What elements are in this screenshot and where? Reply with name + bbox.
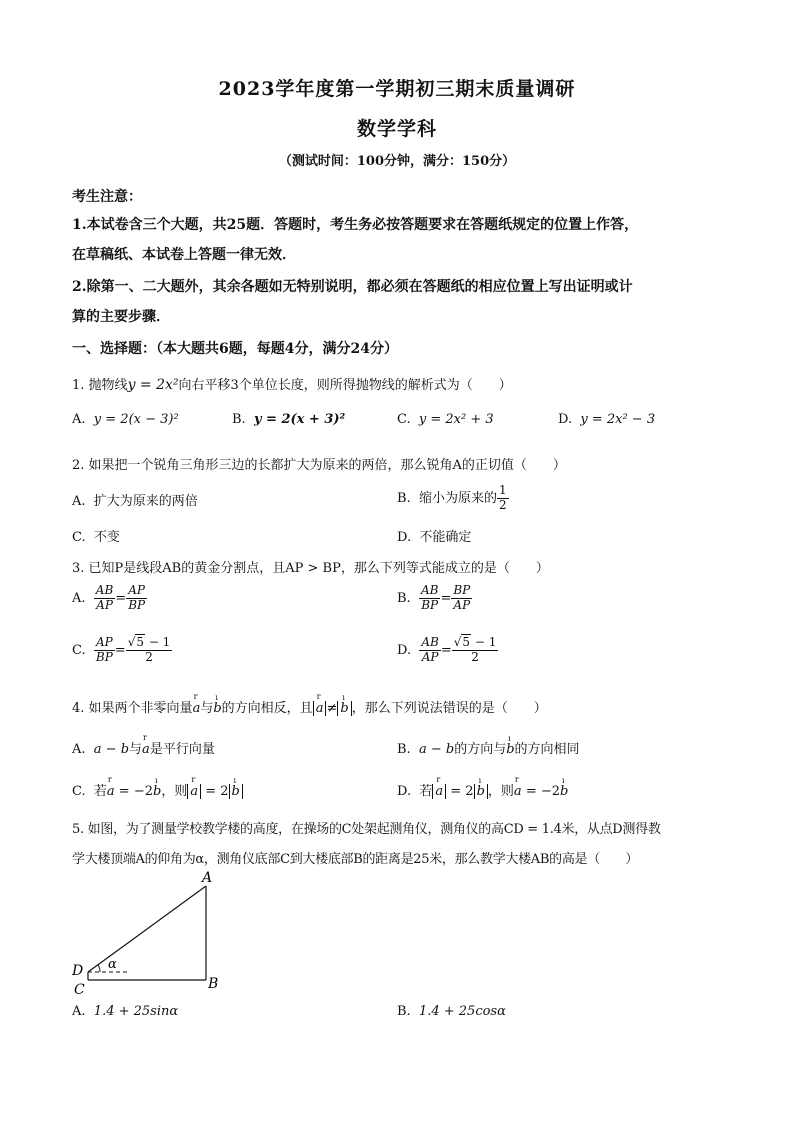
q1-option-d-label: D. <box>558 412 573 427</box>
sqrt-symbol: √5 <box>127 635 144 649</box>
label-b: B <box>208 976 219 992</box>
question-4 <box>72 697 547 716</box>
label-alpha: α <box>108 957 117 972</box>
fraction-denominator: AP <box>453 597 471 612</box>
q4-option-b <box>397 738 580 757</box>
q1-post: 向右平移3个单位长度，则所得抛物线的解析式为（ ） <box>178 378 512 393</box>
not-equal-sign: ≠ <box>326 701 338 716</box>
q4-option-a-expr: a − b <box>93 742 130 757</box>
vector-b: ı b <box>232 784 240 799</box>
notes-heading: 考生注意： <box>72 189 142 205</box>
q3-option-d-label: D. <box>397 642 412 658</box>
q1-option-a <box>72 412 179 427</box>
q4-option-c-eq: = −2 <box>114 784 153 799</box>
equals-sign: = <box>440 642 452 658</box>
exam-title: 2023学年度第一学期初三期末质量调研 <box>218 78 576 100</box>
q1-option-c-text: y = 2x² + 3 <box>418 412 494 427</box>
q5-number: 5. <box>72 822 84 837</box>
q4-option-b-tail: 的方向与 <box>454 742 507 757</box>
q3-option-a-label: A. <box>72 590 86 606</box>
q2-option-d-label: D. <box>397 530 412 545</box>
q4-option-a-tail: 与 <box>129 742 143 757</box>
q3-option-a <box>72 584 147 613</box>
question-3 <box>72 557 549 576</box>
q1-option-b-text: y = 2(x + 3)² <box>253 412 346 427</box>
q2-option-d <box>397 526 471 545</box>
q2-text: 如果把一个锐角三角形三边的长都扩大为原来的两倍，那么锐角A的正切值（ ） <box>88 458 566 473</box>
q4-post: ，那么下列说法错误的是（ ） <box>351 701 547 716</box>
fraction <box>419 636 440 665</box>
fraction <box>126 636 173 665</box>
numerator-suffix: − 1 <box>145 635 171 649</box>
q1-pre: 抛物线 <box>88 378 128 393</box>
vector-b: ı b <box>560 784 568 799</box>
note-1-line-2: 在草稿纸、本试卷上答题一律无效． <box>72 247 296 263</box>
q2-option-b-label: B. <box>397 490 411 506</box>
q1-option-c <box>397 412 494 427</box>
q5-line-1: 如图，为了测量学校教学楼的高度，在操场的C处架起测角仪，测角仪的高CD = 1.4米，从点D测得教 <box>87 822 661 837</box>
q1-option-b-label: B. <box>232 412 246 427</box>
fraction <box>94 636 115 665</box>
q1-expression: y = 2x² <box>127 377 179 393</box>
q4-option-b-expr: a − b <box>418 742 455 757</box>
abs-a <box>187 784 201 799</box>
fraction-numerator: AB <box>421 635 439 649</box>
label-c: C <box>74 982 85 998</box>
vector-a: r a <box>316 701 324 716</box>
question-1 <box>72 374 512 393</box>
vector-b: ı b <box>477 784 485 799</box>
fraction-denominator: BP <box>128 597 146 612</box>
q4-option-c-eq2: = 2 <box>201 784 229 799</box>
vector-a: r a <box>514 784 522 799</box>
q2-option-a-text: 扩大为原来的两倍 <box>93 494 198 509</box>
vector-b: ı b <box>153 784 161 799</box>
q4-option-d-eq: = 2 <box>446 784 474 799</box>
q2-option-b <box>397 484 509 513</box>
fraction-denominator: 2 <box>498 497 507 512</box>
question-2 <box>72 454 566 473</box>
q4-option-c <box>72 780 243 799</box>
q4-option-d-then: ，则 <box>487 784 514 799</box>
q2-number: 2. <box>72 458 85 473</box>
q2-option-a <box>72 490 198 509</box>
q1-option-d-text: y = 2x² − 3 <box>580 412 656 427</box>
vector-b: ı b <box>213 701 221 716</box>
q4-mid: 与 <box>200 701 214 716</box>
equals-sign: = <box>114 642 126 658</box>
sqrt-symbol: √5 <box>453 635 471 649</box>
q5-option-b-label: B. <box>397 1004 411 1019</box>
exam-subject: 数学学科 <box>356 118 437 140</box>
q4-option-d <box>397 780 568 799</box>
label-d: D <box>72 963 84 979</box>
fraction-numerator: AB <box>95 583 114 597</box>
q5-option-b <box>397 1004 506 1019</box>
note-2-line-1: 2.除第一、二大题外，其余各题如无特别说明，都必须在答题纸的相应位置上写出证明或计 <box>72 279 633 295</box>
vector-a: r a <box>142 742 150 757</box>
fraction-denominator: AP <box>421 649 439 664</box>
q2-option-a-label: A. <box>72 494 86 509</box>
q3-option-b <box>397 584 472 613</box>
abs-a <box>313 701 327 716</box>
question-5-line-1 <box>72 818 661 837</box>
q4-option-c-pre: 若 <box>93 784 107 799</box>
q4-option-b-label: B. <box>397 742 411 757</box>
fraction-numerator: AB <box>420 583 439 597</box>
numerator-suffix: − 1 <box>471 635 497 649</box>
q2-option-b-fraction <box>497 484 509 513</box>
q3-option-c <box>72 636 172 665</box>
q4-option-d-pre: 若 <box>419 784 433 799</box>
abs-b <box>337 701 351 716</box>
q3-text: 已知P是线段AB的黄金分割点，且AP > BP，那么下列等式能成立的是（ ） <box>88 561 549 576</box>
q3-number: 3. <box>72 561 85 576</box>
fraction-denominator: BP <box>95 649 113 664</box>
q5-option-a <box>72 1004 178 1019</box>
abs-b <box>229 784 243 799</box>
q4-option-d-label: D. <box>397 784 412 799</box>
q5-option-a-text: 1.4 + 25sinα <box>93 1004 179 1019</box>
fraction-numerator: BP <box>453 583 471 597</box>
q2-option-c-text: 不变 <box>93 530 120 545</box>
fraction-numerator: 1 <box>498 483 507 497</box>
q4-option-a <box>72 738 215 757</box>
equals-sign: = <box>440 590 452 606</box>
fraction-numerator: AP <box>94 636 115 651</box>
question-5-line-2: 学大楼顶端A的仰角为α，测角仪底部C到大楼底部B的距离是25米，那么教学大楼AB的高是（ ） <box>72 852 639 867</box>
q1-option-a-text: y = 2(x − 3)² <box>93 412 179 427</box>
q2-option-c <box>72 526 120 545</box>
triangle-figure <box>68 870 228 1000</box>
q4-option-a-label: A. <box>72 742 86 757</box>
sight-line <box>88 886 206 972</box>
note-1-line-1: 1.本试卷含三个大题，共25题．答题时，考生务必按答题要求在答题纸规定的位置上作答， <box>72 217 639 233</box>
vector-a: r a <box>193 701 201 716</box>
q5-option-a-label: A. <box>72 1004 86 1019</box>
q4-option-d-eq2: = −2 <box>521 784 561 799</box>
q2-option-b-text: 缩小为原来的 <box>418 490 497 506</box>
radicand: 5 <box>136 635 144 649</box>
fraction <box>452 636 499 665</box>
q4-option-c-then: ，则 <box>161 784 188 799</box>
exam-meta: （测试时间：100分钟，满分：150分） <box>278 154 516 169</box>
vector-b: ı b <box>340 701 348 716</box>
vector-b: ı b <box>506 742 514 757</box>
fraction-denominator: BP <box>421 597 439 612</box>
q1-option-c-label: C. <box>397 412 411 427</box>
fraction <box>419 584 440 613</box>
q3-option-d <box>397 636 498 665</box>
q2-option-c-label: C. <box>72 530 86 545</box>
fraction-denominator: AP <box>96 597 113 612</box>
q2-option-d-text: 不能确定 <box>419 530 472 545</box>
fraction-denominator: 2 <box>471 649 479 664</box>
section-1-heading: 一、选择题：（本大题共6题，每题4分，满分24分） <box>72 341 398 357</box>
angle-arc <box>98 965 100 972</box>
q1-option-b <box>232 412 345 427</box>
fraction-numerator <box>126 636 173 651</box>
q4-pre: 如果两个非零向量 <box>88 701 193 716</box>
fraction-denominator: 2 <box>145 649 153 664</box>
q4-option-b-tail2: 的方向相同 <box>514 742 580 757</box>
q4-option-a-tail2: 是平行向量 <box>149 742 215 757</box>
label-a: A <box>202 870 213 886</box>
q1-option-a-label: A. <box>72 412 86 427</box>
abs-b <box>474 784 488 799</box>
fraction-numerator <box>452 636 499 651</box>
q4-option-c-label: C. <box>72 784 86 799</box>
fraction <box>126 584 147 613</box>
q4-number: 4. <box>72 701 85 716</box>
q1-number: 1. <box>72 378 85 393</box>
fraction <box>94 584 115 613</box>
q5-option-b-text: 1.4 + 25cosα <box>418 1004 506 1019</box>
vector-a: r a <box>107 784 115 799</box>
vector-a: r a <box>435 784 443 799</box>
note-2-line-2: 算的主要步骤． <box>72 309 170 325</box>
q4-mid2: 的方向相反，且 <box>221 701 313 716</box>
equals-sign: = <box>115 590 127 606</box>
fraction-numerator: AP <box>126 584 147 599</box>
vector-a: r a <box>190 784 198 799</box>
q3-option-c-label: C. <box>72 642 86 658</box>
q3-option-b-label: B. <box>397 590 411 606</box>
radicand: 5 <box>462 635 471 649</box>
abs-a <box>432 784 446 799</box>
q1-option-d <box>558 412 655 427</box>
fraction <box>451 584 472 613</box>
